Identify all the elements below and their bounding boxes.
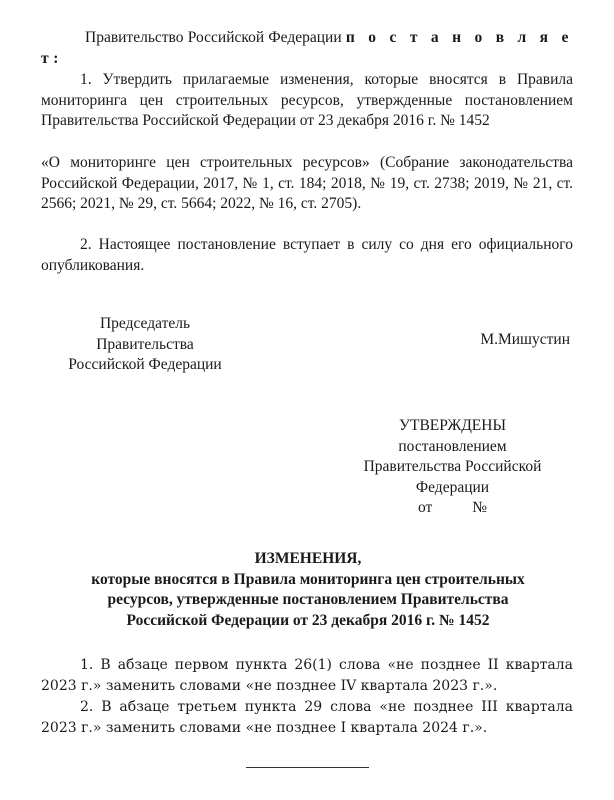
resolution-item-1-source: «О мониторинге цен строительных ресурсов» (Собрание законодательства Российской Федерации, 2017, № 1, ст. 184; 2018, № 19, ст. 2738; 2019, № 21, ст. 2566; 2021, № 29, ст. 5664; 2022, № 16, ст. 2705). bbox=[41, 154, 573, 212]
changes-subtitle-line: ресурсов, утвержденные постановлением Правительства bbox=[107, 591, 509, 608]
decides-keyword: п о с т а н о в л я е т: bbox=[41, 29, 573, 67]
resolution-preamble bbox=[41, 28, 573, 69]
approval-stamp bbox=[330, 416, 575, 519]
approval-date-number bbox=[330, 498, 575, 519]
resolution-item-2: 2. Настоящее постановление вступает в силу со дня его официального опубликования. bbox=[41, 236, 573, 274]
approval-line: Федерации bbox=[415, 478, 490, 496]
signatory-position-line: Правительства bbox=[96, 335, 194, 353]
issuer-text: Правительство Российской Федерации bbox=[85, 29, 342, 46]
signatory-position-line: Российской Федерации bbox=[68, 356, 222, 373]
approval-line: Правительства Российской bbox=[363, 458, 542, 475]
changes-subtitle-line: Российской Федерации от 23 декабря 2016 г. № 1452 bbox=[126, 611, 490, 629]
end-divider bbox=[246, 767, 369, 768]
signatory-position-line: Председатель bbox=[99, 315, 191, 332]
changes-heading bbox=[30, 549, 586, 631]
approval-line: постановлением bbox=[398, 437, 507, 455]
change-item-1: 1. В абзаце первом пункта 26(1) слова «не позднее II квартала 2023 г.» заменить словами «не позднее IV квартала 2023 г.». bbox=[41, 657, 573, 694]
approval-number-label: № bbox=[472, 499, 488, 516]
resolution-item-1: 1. Утвердить прилагаемые изменения, которые вносятся в Правила мониторинга цен строительных ресурсов, утвержденные постановлением Правительства Российской Федерации от 23 декабря 2016 г. № 1452 bbox=[41, 71, 573, 129]
change-item-2: 2. В абзаце третьем пункта 29 слова «не позднее III квартала 2023 г.» заменить словами «не позднее I квартала 2024 г.». bbox=[41, 699, 573, 736]
changes-subtitle-line: которые вносятся в Правила мониторинга цен строительных bbox=[91, 570, 525, 588]
signatory-name: М.Мишустин bbox=[480, 331, 570, 348]
approval-heading: УТВЕРЖДЕНЫ bbox=[399, 417, 506, 434]
approval-date-label: от bbox=[417, 499, 433, 516]
changes-title: ИЗМЕНЕНИЯ, bbox=[254, 550, 362, 567]
signatory-position bbox=[40, 314, 250, 376]
